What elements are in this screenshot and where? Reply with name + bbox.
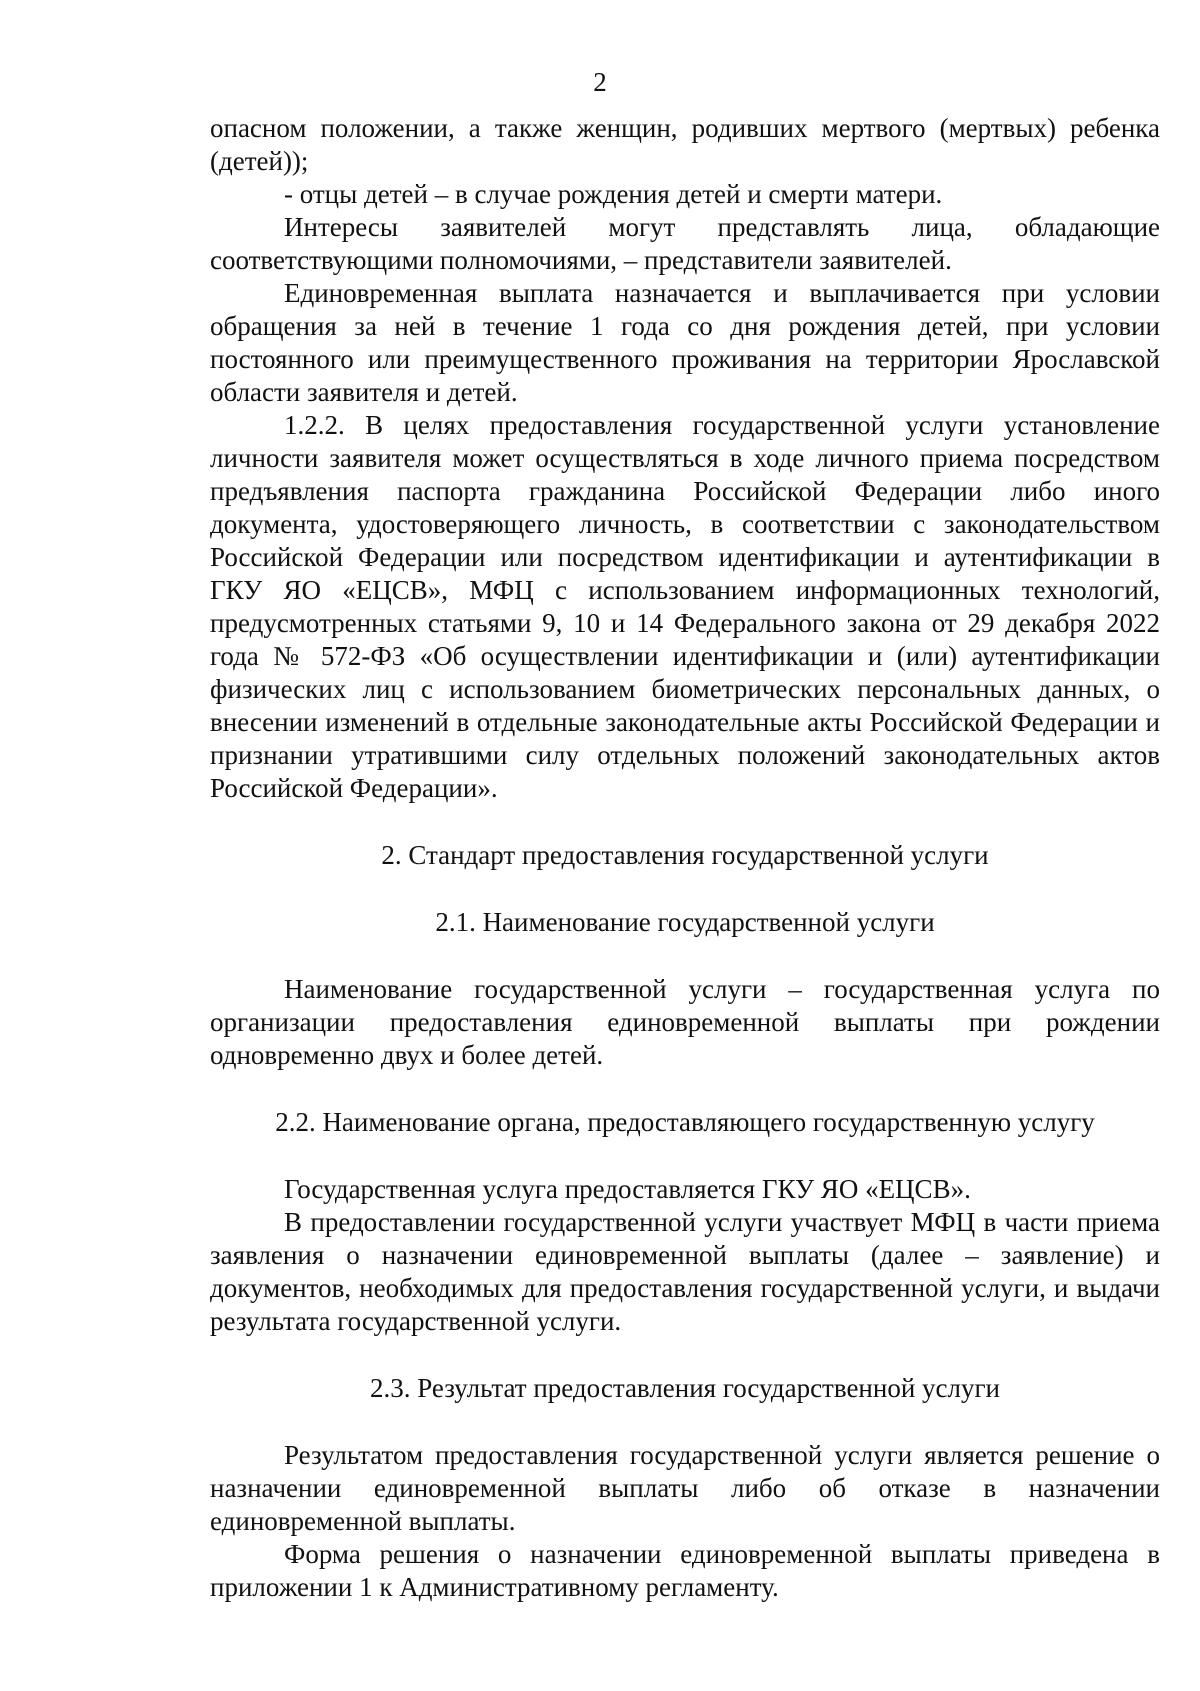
paragraph-fathers: - отцы детей – в случае рождения детей и смерти матери.: [284, 179, 943, 209]
section-heading-2: 2. Стандарт предоставления государственной услуги: [381, 840, 989, 870]
paragraph-2-2-mfc: В предоставлении государственной услуги участвует МФЦ в части приема заявления о назначении единовременной выплаты (далее – заявление) и документов, необходимых для предоставления государственной услуги, и выдачи результата государственной услуги.: [210, 1207, 1160, 1336]
section-heading-2-3: 2.3. Результат предоставления государственной услуги: [369, 1373, 1001, 1403]
paragraph-2-1: Наименование государственной услуги – государственная услуга по организации предоставления единовременной выплаты при рождении одновременно двух и более детей.: [210, 974, 1160, 1070]
page-number: 2: [593, 67, 607, 97]
document-body: [210, 112, 1160, 1604]
paragraph-1-2-2: 1.2.2. В целях предоставления государственной услуги установление личности заявителя может осуществляться в ходе личного приема посредством предъявления паспорта гражданина Российской Федерации либо иного документа, удостоверяющего личность, в соответствии с законодательством Российской Федерации или посредством идентификации и аутентификации в ГКУ ЯО «ЕЦСВ», МФЦ с использованием информационных технологий, предусмотренных статьями 9, 10 и 14 Федерального закона от 29 декабря 2022 года № 572-ФЗ «Об осуществлении идентификации и (или) аутентификации физических лиц с использованием биометрических персональных данных, о внесении изменений в отдельные законодательные акты Российской Федерации и признании утратившими силу отдельных положений законодательных актов Российской Федерации».: [210, 410, 1160, 803]
paragraph-2-2-provider: Государственная услуга предоставляется ГКУ ЯО «ЕЦСВ».: [284, 1174, 971, 1204]
paragraph-2-3-result: Результатом предоставления государственной услуги является решение о назначении единовременной выплаты либо об отказе в назначении единовременной выплаты.: [210, 1440, 1160, 1536]
paragraph-payment-conditions: Единовременная выплата назначается и выплачивается при условии обращения за ней в течение 1 года со дня рождения детей, при условии постоянного или преимущественного проживания на территории Ярославской области заявителя и детей.: [210, 278, 1160, 407]
paragraph-2-3-form: Форма решения о назначении единовременной выплаты приведена в приложении 1 к Административному регламенту.: [210, 1539, 1160, 1602]
paragraph-representatives: Интересы заявителей могут представлять лица, обладающие соответствующими полномочиями, – представители заявителей.: [210, 212, 1160, 275]
section-heading-2-1: 2.1. Наименование государственной услуги: [435, 907, 935, 937]
paragraph-continuation: опасном положении, а также женщин, родивших мертвого (мертвых) ребенка (детей));: [210, 113, 1160, 176]
section-heading-2-2: 2.2. Наименование органа, предоставляющего государственную услугу: [275, 1107, 1095, 1137]
